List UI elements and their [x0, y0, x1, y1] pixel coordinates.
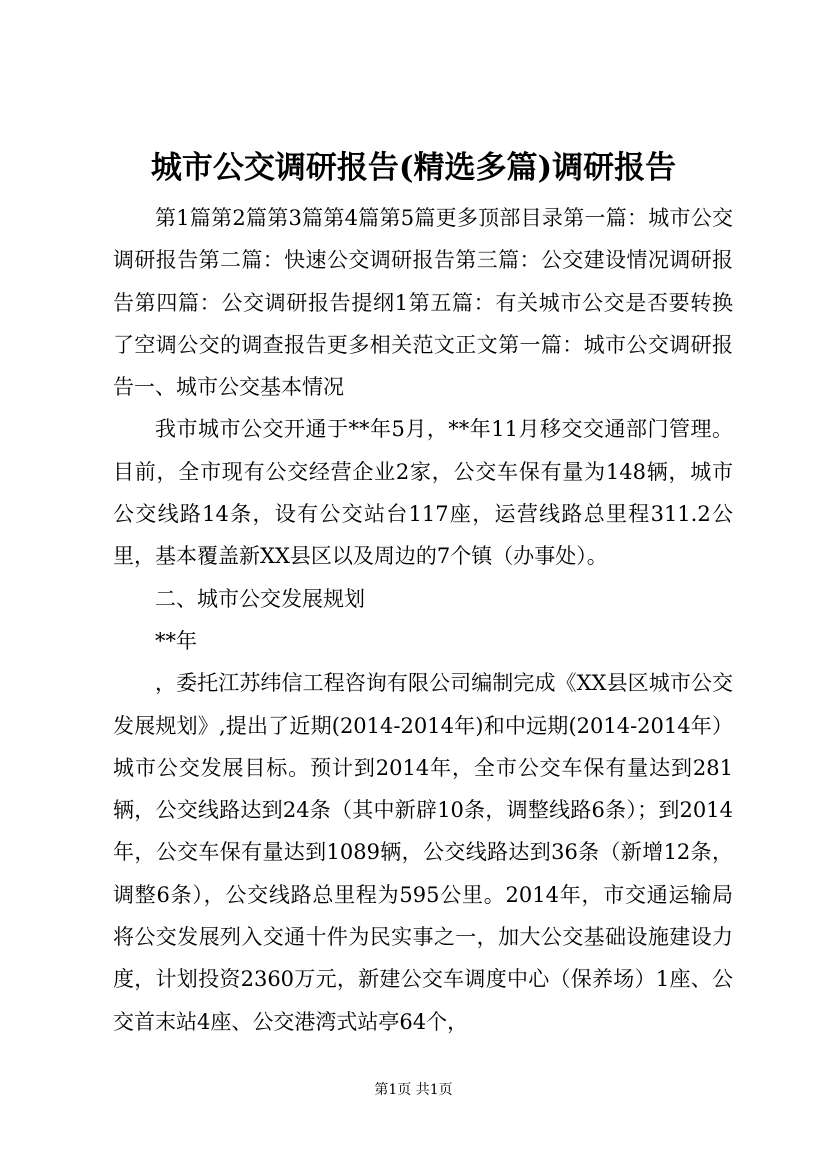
paragraph-year: **年: [155, 628, 197, 653]
paragraph-basic-situation: 我市城市公交开通于**年5月，**年11月移交交通部门管理。目前，全市现有公交经营企业2家，公交车保有量为148辆，城市公交线路14条，设有公交站台117座，运营线路总里程311.2公里，基本覆盖新XX县区以及周边的7个镇（办事处）。: [113, 417, 733, 569]
page-footer: 第1页 共1页: [374, 1082, 453, 1098]
document-body: [113, 197, 733, 1043]
paragraph-plan-details: ，委托江苏纬信工程咨询有限公司编制完成《XX县区城市公交发展规划》,提出了近期(2014-2014年)和中远期(2014-2014年）城市公交发展目标。预计到2014年，全市公交车保有量达到281辆，公交线路达到24条（其中新辟10条，调整线路6条）；到2014年，公交车保有量达到1089辆，公交线路达到36条（新增12条，调整6条），公交线路总里程为595公里。2014年，市交通运输局将公交发展列入交通十件为民实事之一，加大公交基础设施建设力度，计划投资2360万元，新建公交车调度中心（保养场）1座、公交首末站4座、公交港湾式站亭64个，: [113, 671, 733, 1034]
paragraph-toc: 第1篇第2篇第3篇第4篇第5篇更多顶部目录第一篇：城市公交调研报告第二篇：快速公交调研报告第三篇：公交建设情况调研报告第四篇：公交调研报告提纲1第五篇：有关城市公交是否要转换了空调公交的调查报告更多相关范文正文第一篇：城市公交调研报告一、城市公交基本情况: [113, 206, 733, 400]
document-title: 城市公交调研报告(精选多篇)调研报告: [150, 150, 677, 186]
section-heading-plan: 二、城市公交发展规划: [155, 586, 365, 611]
